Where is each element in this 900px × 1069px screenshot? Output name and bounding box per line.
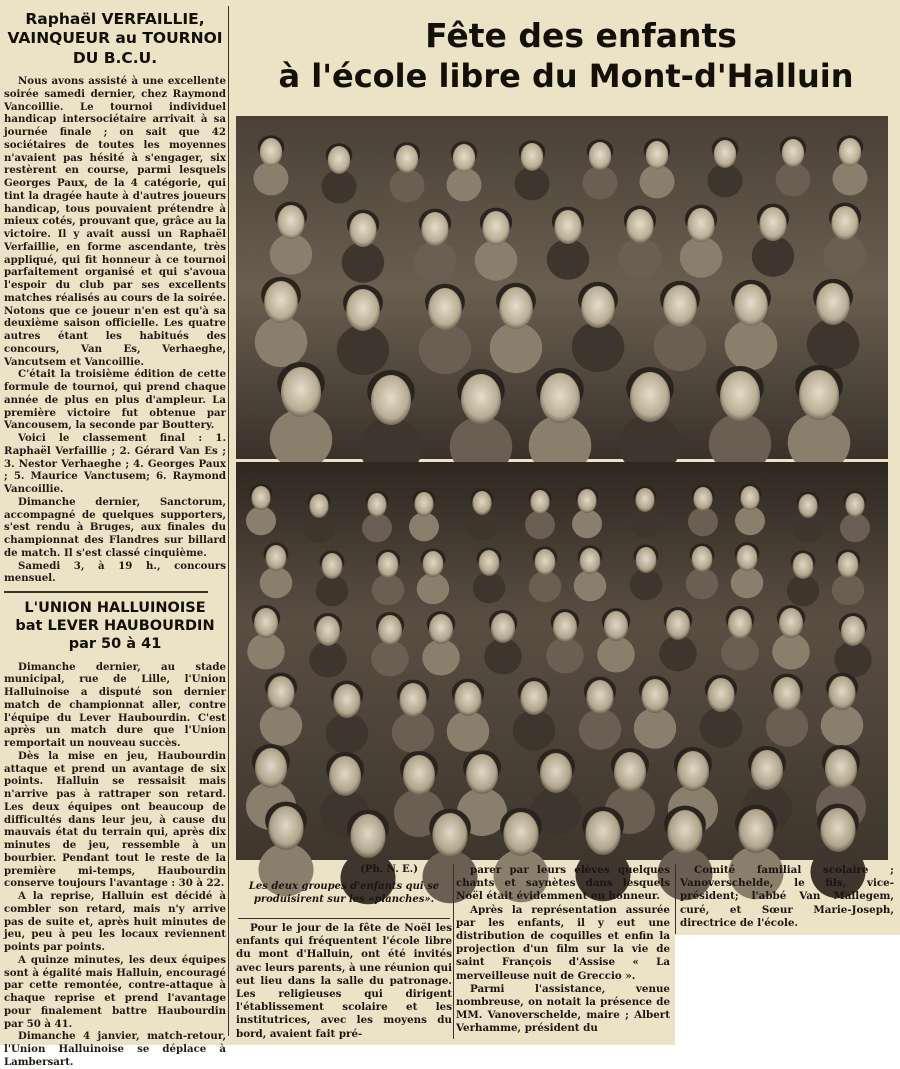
- child-figure: [776, 163, 811, 197]
- child-face: [429, 614, 453, 644]
- child-figure: [640, 165, 675, 199]
- article-basketball: [4, 599, 226, 1068]
- child-face: [635, 488, 654, 512]
- child-figure: [484, 639, 522, 675]
- child-face: [316, 616, 340, 646]
- child-figure: [793, 514, 823, 543]
- child-figure: [392, 712, 435, 753]
- paragraph: Dimanche dernier, au stade municipal, rue de Lille, l'Union Halluinoise a disputé son dernier match de championnat aller, contre l'équipe du Lever Haubourdin. C'est après un match dure que l'Union remportait un nouveau succès.: [4, 660, 226, 749]
- main-headline: [236, 16, 896, 96]
- child-face: [421, 212, 448, 246]
- child-face: [277, 205, 304, 239]
- child-figure: [572, 509, 602, 538]
- child-figure: [304, 514, 334, 543]
- child-figure: [316, 575, 349, 606]
- child-face: [482, 211, 509, 245]
- child-figure: [735, 506, 765, 535]
- child-face: [692, 546, 713, 572]
- child-figure: [260, 705, 303, 746]
- child-face: [820, 808, 855, 852]
- headline-line: Raphaël VERFAILLIE,: [25, 10, 205, 28]
- child-figure: [731, 567, 764, 598]
- child-figure: [525, 510, 555, 539]
- child-figure: [619, 238, 662, 279]
- child-face: [530, 490, 549, 514]
- child-face: [693, 487, 712, 511]
- basketball-headline: [4, 599, 226, 653]
- photo-caption: Les deux groupes d'enfants qui se produisirent sur les «planches».: [248, 881, 440, 905]
- child-face: [521, 143, 543, 171]
- child-figure: [840, 513, 870, 542]
- paragraph: C'était la troisième édition de cette formule de tournoi, qui prend chaque année de plus en plus d'ampleur. La première victoire fut obtenue par Vancousem, la seconde par Bouttery.: [4, 368, 226, 432]
- paragraph: Après la représentation assurée par les enfants, il y eut une distribution de coquilles et enfin la projection d'un film sur la vie de saint François d'Assise « La merveilleuse nuit de Greccio ».: [456, 903, 670, 982]
- child-figure: [417, 573, 450, 604]
- child-figure: [807, 319, 860, 369]
- child-face: [251, 486, 270, 510]
- child-face: [751, 750, 783, 790]
- child-figure: [475, 240, 518, 281]
- child-figure: [342, 242, 385, 283]
- child-face: [737, 545, 758, 571]
- child-figure: [322, 170, 357, 204]
- child-face: [799, 370, 839, 420]
- child-face: [403, 755, 435, 795]
- child-face: [779, 608, 803, 638]
- child-face: [378, 615, 402, 645]
- column-rule: [453, 864, 454, 1039]
- paragraph: A quinze minutes, les deux équipes sont à égalité mais Halluin, encouragé par cette remontée, contre-attaque à chaque reprise et prend l'avantage pour finalement battre Haubourdin par 50 à 41.: [4, 953, 226, 1030]
- child-figure: [721, 635, 759, 671]
- column-rule: [675, 864, 676, 934]
- child-figure: [390, 169, 425, 203]
- child-face: [581, 286, 615, 328]
- child-figure: [362, 513, 392, 542]
- child-face: [520, 681, 547, 715]
- child-face: [264, 281, 298, 323]
- photo-1-image: [236, 116, 888, 459]
- child-face: [535, 549, 556, 575]
- child-face: [580, 548, 601, 574]
- child-figure: [572, 322, 625, 372]
- child-face: [454, 682, 481, 716]
- child-face: [589, 142, 611, 170]
- child-figure: [574, 570, 607, 601]
- child-face: [479, 550, 500, 576]
- child-figure: [634, 708, 677, 749]
- child-face: [734, 284, 768, 326]
- child-face: [816, 283, 850, 325]
- child-figure: [467, 511, 497, 540]
- basketball-body: [4, 661, 226, 1069]
- child-figure: [473, 572, 506, 603]
- child-face: [350, 814, 385, 858]
- child-figure: [414, 241, 457, 282]
- child-face: [663, 285, 697, 327]
- child-face: [423, 551, 444, 577]
- child-figure: [787, 575, 820, 606]
- child-figure: [824, 235, 867, 276]
- child-figure: [659, 636, 697, 672]
- child-figure: [270, 410, 333, 470]
- child-face: [367, 493, 386, 517]
- headline-line-1: Fête des enfants: [425, 16, 737, 55]
- child-figure: [309, 642, 347, 678]
- headline-line: L'UNION HALLUINOISE: [24, 600, 206, 617]
- child-face: [371, 375, 411, 425]
- child-face: [845, 493, 864, 517]
- child-figure: [419, 324, 472, 374]
- child-figure: [546, 638, 584, 674]
- child-face: [281, 367, 321, 417]
- child-face: [461, 374, 501, 424]
- child-face: [553, 612, 577, 642]
- child-figure: [372, 574, 405, 605]
- child-face: [793, 553, 814, 579]
- child-face: [636, 547, 657, 573]
- child-face: [472, 491, 491, 515]
- paragraph: Dès la mise en jeu, Haubourdin attaque et prend un avantage de six points. Halluin se ressaisit mais n'arrive pas à rattraper son retard. Les deux équipes ont beaucoup de difficultés dans leur jeu, à cause du mauvais état du terrain qui, après dix minutes de jeu, ressemble à un bourbier. Pendant tout le reste de la première mi-temps, Haubourdin conserve toujours l'avantage : 30 à 22.: [4, 749, 226, 890]
- child-face: [604, 611, 628, 641]
- child-face: [707, 678, 734, 712]
- child-figure: [766, 706, 809, 747]
- paragraph: Pour le jour de la fête de Noël les enfants qui fréquentent l'école libre du mont d'Halluin, ont été invités avec leurs parents, à une réunion qui eut lieu dans la salle du patronage. Les religieuses qui dirigent l'établissement scolaire et les institutrices, avec les moyens du bord, avaient fait pré-: [236, 922, 452, 1040]
- child-face: [677, 751, 709, 791]
- child-face: [728, 609, 752, 639]
- child-face: [540, 753, 572, 793]
- headline-line: bat LEVER HAUBOURDIN: [15, 618, 215, 635]
- child-face: [491, 613, 515, 643]
- child-figure: [832, 574, 865, 605]
- photo-2-image: [236, 462, 888, 860]
- child-face: [828, 676, 855, 710]
- child-face: [328, 146, 350, 174]
- left-column: [4, 6, 226, 1068]
- child-figure: [583, 166, 618, 200]
- child-figure: [654, 321, 707, 371]
- child-face: [641, 679, 668, 713]
- child-figure: [246, 506, 276, 535]
- child-figure: [247, 634, 285, 670]
- child-face: [646, 141, 668, 169]
- child-figure: [326, 713, 369, 754]
- child-face: [585, 811, 620, 855]
- paragraph: Dimanche dernier, Sanctorum, accompagné de quelques supporters, s'est rendu à Bruges, aux finales du championnat des Flandres sur billard de match. Il s'est classé cinquième.: [4, 495, 226, 559]
- child-figure: [772, 634, 810, 670]
- child-figure: [529, 571, 562, 602]
- child-figure: [490, 323, 543, 373]
- child-figure: [515, 167, 550, 201]
- article-billiards: [4, 10, 226, 585]
- child-face: [841, 616, 865, 646]
- child-face: [268, 806, 303, 850]
- child-face: [740, 486, 759, 510]
- child-face: [329, 756, 361, 796]
- paragraph: Nous avons assisté à une excellente soirée samedi dernier, chez Raymond Vancoillie. Le tournoi individuel handicap intersociétaire arrivait à sa journée finale ; on sait que 42 sociétaires de toutes les moyennes n'avaient pas hésité à s'engager, six restèrent en course, parmi lesquels Georges Paux, de la 4 catégorie, qui tint la dragée haute à d'autres joueurs handicap, tous pouvaient prétendre à mieux cotés, prouvant que, grâce au la victoire. Il y avait aussi un Raphaël Verfaillie, en forme ascendante, très appliqué, qui fit honneur à ce tournoi parfaitement organisé et qui s'avoua l'espoir du club par ses excellents matches réalisés au cours de la soirée. Notons que ce joueur n'en est qu'à sa deuxième saison officielle. Les quatre autres étant les habitués des concours, Van Es, Verhaeghe, Vancutsem et Vancoillie.: [4, 75, 226, 368]
- child-figure: [255, 317, 308, 367]
- child-face: [396, 145, 418, 173]
- billiards-body: [4, 75, 226, 585]
- child-figure: [686, 568, 719, 599]
- child-face: [432, 813, 467, 857]
- photo-children-group-2: [236, 462, 888, 860]
- child-figure: [409, 512, 439, 541]
- child-figure: [579, 709, 622, 750]
- child-figure: [630, 569, 663, 600]
- child-face: [499, 287, 533, 329]
- child-face: [782, 139, 804, 167]
- billiards-headline: [4, 10, 226, 68]
- child-face: [831, 206, 858, 240]
- torn-corner: [675, 935, 900, 1045]
- paragraph: parer par leurs élèves quelques chants et saynètes dans lesquels Noël était évidemment en honneur.: [456, 864, 670, 903]
- paragraph: Comité familial scolaire ; Vanoverschelde, le fils, vice-président; l'abbé Van Mallegem, curé, et Sœur Marie-Joseph, directrice de l'école.: [680, 864, 894, 929]
- child-figure: [422, 640, 460, 676]
- main-article-column-3: [680, 864, 894, 930]
- child-face: [586, 680, 613, 714]
- child-face: [614, 752, 646, 792]
- child-figure: [834, 642, 872, 678]
- child-face: [349, 213, 376, 247]
- child-face: [267, 676, 294, 710]
- child-figure: [752, 236, 795, 277]
- child-face: [399, 683, 426, 717]
- child-figure: [833, 162, 868, 196]
- caption-divider: [238, 918, 450, 919]
- column-rule: [228, 6, 229, 1036]
- main-article-column-1: [236, 922, 452, 1041]
- headline-line: VAINQUEUR au TOURNOI: [7, 29, 223, 48]
- child-face: [839, 138, 861, 166]
- child-figure: [513, 710, 556, 751]
- child-face: [540, 373, 580, 423]
- child-figure: [597, 637, 635, 673]
- paragraph: Voici le classement final : 1. Raphaël Verfaillie ; 2. Gérard Van Es ; 3. Nestor Verhaeghe ; 4. Georges Paux ; 5. Maurice Vanctusem; 6. Raymond Vancoillie.: [4, 432, 226, 496]
- child-face: [428, 288, 462, 330]
- child-face: [309, 494, 328, 518]
- child-face: [759, 207, 786, 241]
- child-face: [577, 489, 596, 513]
- child-face: [630, 372, 670, 422]
- child-figure: [547, 239, 590, 280]
- child-face: [378, 552, 399, 578]
- child-face: [266, 545, 287, 571]
- child-figure: [821, 705, 864, 746]
- paragraph: A la reprise, Halluin est décidé à combler son retard, mais n'y arrive pas de suite et, après huit minutes de jeu, peu à peu les locaux reviennent points par points.: [4, 890, 226, 953]
- child-face: [414, 492, 433, 516]
- child-figure: [708, 164, 743, 198]
- child-face: [346, 289, 380, 331]
- child-face: [255, 748, 287, 788]
- child-figure: [447, 168, 482, 202]
- child-face: [466, 754, 498, 794]
- child-face: [666, 610, 690, 640]
- child-figure: [680, 237, 723, 278]
- child-face: [838, 552, 859, 578]
- article-divider: [4, 591, 208, 593]
- child-figure: [700, 707, 743, 748]
- paragraph: Parmi l'assistance, venue nombreuse, on notait la présence de MM. Vanoverschelde, maire ; Albert Verhamme, président du: [456, 982, 670, 1035]
- child-figure: [371, 641, 409, 677]
- photo-credit: (Ph. N. E.): [360, 864, 418, 875]
- child-face: [798, 494, 817, 518]
- child-face: [667, 810, 702, 854]
- child-face: [333, 684, 360, 718]
- child-face: [738, 809, 773, 853]
- main-article-column-2: [456, 864, 670, 1036]
- child-figure: [688, 507, 718, 536]
- child-face: [720, 371, 760, 421]
- paragraph: Dimanche 4 janvier, match-retour, l'Union Halluinoise se déplace à Lambersart.: [4, 1030, 226, 1068]
- child-face: [554, 210, 581, 244]
- child-face: [687, 208, 714, 242]
- child-figure: [630, 508, 660, 537]
- child-figure: [725, 320, 778, 370]
- child-face: [260, 138, 282, 166]
- child-figure: [447, 711, 490, 752]
- child-face: [322, 553, 343, 579]
- child-face: [453, 144, 475, 172]
- child-face: [773, 677, 800, 711]
- child-face: [503, 812, 538, 856]
- child-face: [714, 140, 736, 168]
- child-figure: [260, 567, 293, 598]
- child-figure: [337, 325, 390, 375]
- headline-line: DU B.C.U.: [72, 48, 158, 67]
- child-face: [626, 209, 653, 243]
- child-face: [825, 749, 857, 789]
- paragraph: Samedi 3, à 19 h., concours mensuel.: [4, 559, 226, 585]
- headline-line-2: à l'école libre du Mont-d'Halluin: [278, 57, 854, 95]
- child-figure: [270, 234, 313, 275]
- child-figure: [254, 162, 289, 196]
- headline-line: par 50 à 41: [68, 636, 162, 653]
- child-face: [254, 608, 278, 638]
- photo-children-group-1: [236, 116, 888, 459]
